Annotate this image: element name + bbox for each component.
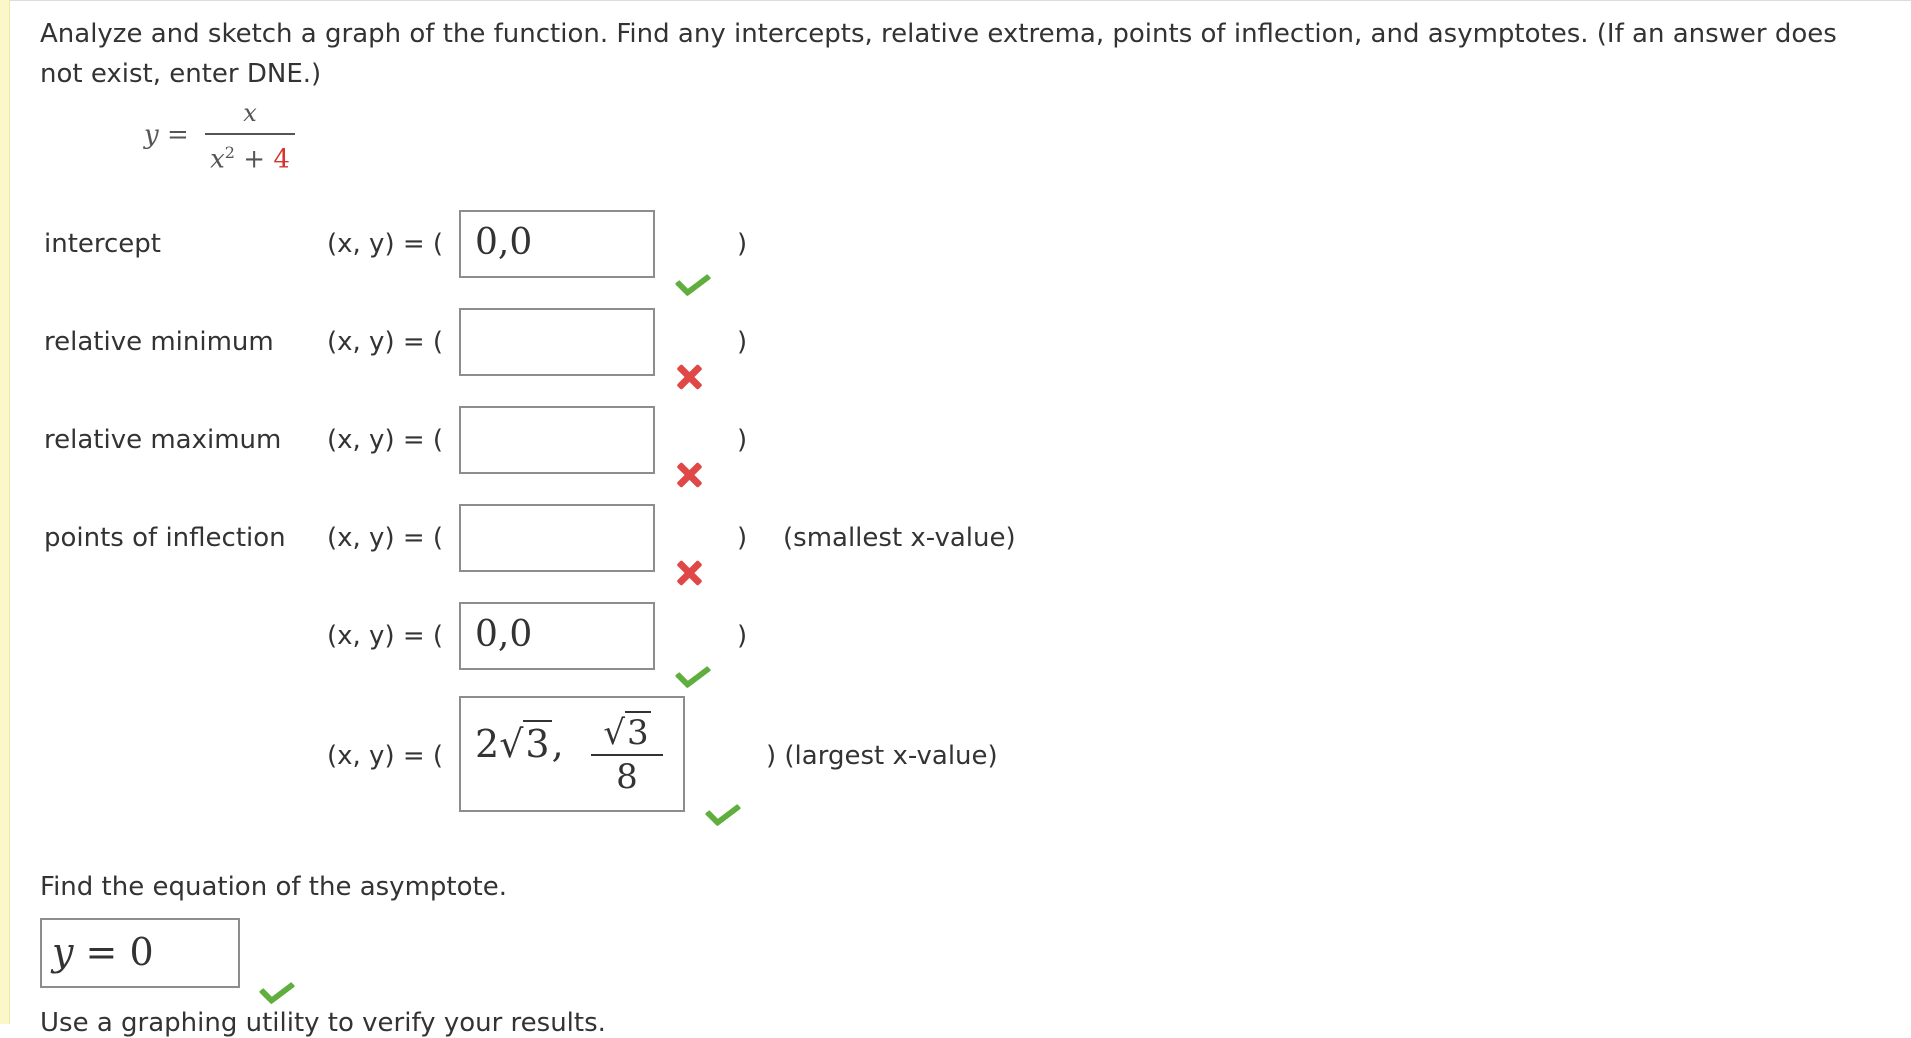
asymptote-question: Find the equation of the asymptote. [40, 872, 507, 902]
relative-minimum-label: relative minimum [44, 327, 274, 357]
x-icon [674, 362, 704, 392]
check-icon [678, 658, 708, 688]
y-fraction-denominator: 8 [616, 757, 638, 797]
inflection-1-close-paren: ) [737, 523, 748, 553]
check-icon [708, 796, 738, 826]
y-fraction-radicand: 3 [627, 713, 649, 753]
inflection-row-2 [0, 602, 1911, 682]
value-comma: , [551, 722, 564, 766]
inflection-3-xy-prefix: (x, y) = ( [327, 741, 444, 771]
inflection-3-x-value [475, 720, 564, 766]
check-icon [678, 266, 708, 296]
inflection-1-answer-input[interactable] [459, 504, 655, 572]
relative-maximum-xy-prefix: (x, y) = ( [327, 425, 444, 455]
graphing-utility-note: Use a graphing utility to verify your results. [40, 1008, 606, 1038]
question-text: Analyze and sketch a graph of the function. Find any intercepts, relative extrema, points of inflection, and asymptotes. (If an answer does not exist, enter DNE.) [40, 19, 1837, 89]
asymptote-rest: = 0 [73, 930, 154, 974]
relative-maximum-close-paren: ) [737, 425, 748, 455]
sqrt-coefficient: 2 [475, 722, 500, 766]
relative-maximum-row [0, 406, 1911, 486]
intercept-label: intercept [44, 229, 161, 259]
intercept-xy-prefix: (x, y) = ( [327, 229, 444, 259]
relative-maximum-label: relative maximum [44, 425, 282, 455]
inflection-2-xy-prefix: (x, y) = ( [327, 621, 444, 651]
fraction-denominator [205, 135, 295, 178]
equation-fraction [205, 95, 295, 178]
x-icon [674, 460, 704, 490]
x-icon [674, 558, 704, 588]
relative-minimum-row [0, 308, 1911, 388]
check-icon [262, 974, 292, 1004]
relative-maximum-answer-input[interactable] [459, 406, 655, 474]
smallest-x-note: (smallest x-value) [783, 523, 1016, 553]
relative-minimum-close-paren: ) [737, 327, 748, 357]
sqrt-radicand: 3 [525, 722, 550, 766]
points-of-inflection-label: points of inflection [44, 523, 286, 553]
inflection-1-xy-prefix: (x, y) = ( [327, 523, 444, 553]
top-divider [10, 0, 1911, 4]
y-fraction-numerator: √3 [603, 713, 649, 753]
denominator-exponent: 2 [224, 143, 235, 162]
relative-minimum-xy-prefix: (x, y) = ( [327, 327, 444, 357]
intercept-row [0, 210, 1911, 290]
denominator-constant: 4 [273, 144, 290, 175]
fraction-numerator: x [243, 99, 257, 127]
inflection-3-answer-input[interactable] [459, 696, 685, 812]
inflection-row-1 [0, 504, 1911, 584]
intercept-answer-input[interactable]: 0,0 [459, 210, 655, 278]
equation-lhs: y = [144, 120, 189, 150]
largest-x-note: ) (largest x-value) [766, 741, 998, 771]
sqrt-expression: √3 [499, 722, 550, 766]
asymptote-var: y [52, 930, 74, 974]
inflection-2-close-paren: ) [737, 621, 748, 651]
denominator-plus: + [234, 144, 274, 175]
relative-minimum-answer-input[interactable] [459, 308, 655, 376]
intercept-close-paren: ) [737, 229, 748, 259]
inflection-2-answer-input[interactable]: 0,0 [459, 602, 655, 670]
asymptote-answer-input[interactable] [40, 918, 240, 988]
denominator-var: x [210, 144, 225, 175]
inflection-3-y-fraction [591, 712, 663, 798]
